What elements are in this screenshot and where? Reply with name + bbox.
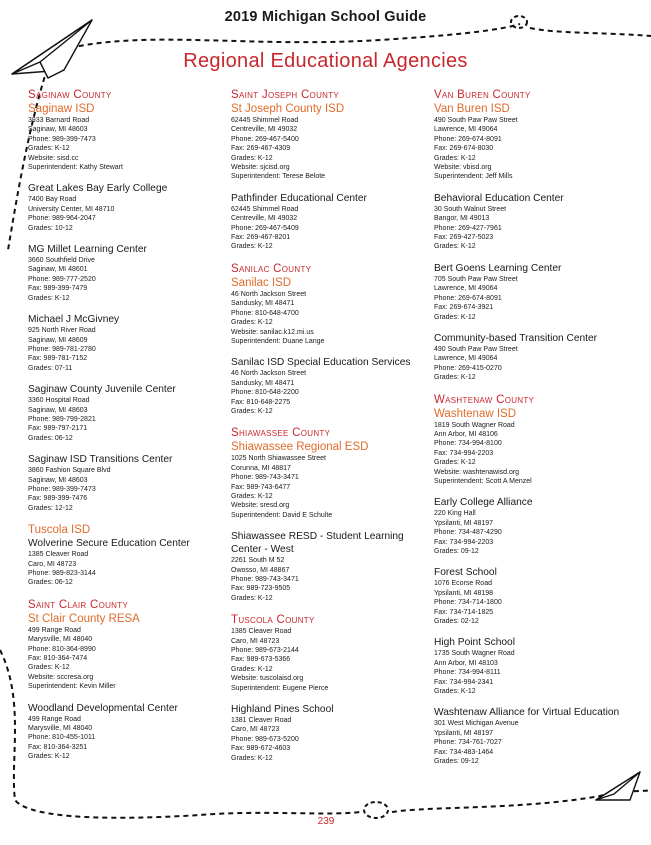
contact-line: Fax: 734-994-2203 bbox=[434, 449, 494, 457]
school-name: Community-based Transition Center bbox=[434, 332, 598, 344]
school-name: Washtenaw Alliance for Virtual Education bbox=[434, 707, 620, 719]
agency-entry bbox=[28, 88, 233, 172]
contact-line: Fax: 734-994-2341 bbox=[434, 678, 494, 686]
contact-line: 2261 South M 52 bbox=[231, 557, 285, 565]
contact-line: 46 North Jackson Street bbox=[231, 370, 307, 378]
contact-line: Fax: 810-364-3251 bbox=[28, 743, 88, 751]
contact-line: Grades: K-12 bbox=[231, 243, 273, 251]
agency-entry bbox=[434, 706, 639, 766]
column-1 bbox=[28, 84, 233, 772]
agency-entry bbox=[28, 383, 233, 443]
contact-line: Phone: 989-964-2047 bbox=[28, 215, 96, 223]
contact-line: Grades: K-12 bbox=[231, 407, 273, 415]
contact-line: Superintendent: Kevin Miller bbox=[28, 683, 116, 691]
contact-line: Phone: 810-455-1011 bbox=[28, 734, 96, 742]
contact-line: Fax: 269-674-8030 bbox=[434, 145, 494, 153]
contact-line: Website: sjcisd.org bbox=[231, 164, 290, 172]
agency-entry bbox=[231, 530, 436, 603]
isd-name: St Clair County RESA bbox=[28, 612, 140, 625]
agency-entry bbox=[28, 182, 233, 233]
agency-entry bbox=[28, 598, 233, 692]
contact-line: 1735 South Wagner Road bbox=[434, 650, 515, 658]
county-heading: Saint Clair County bbox=[28, 598, 129, 611]
contact-line: Phone: 734-761-7027 bbox=[434, 739, 502, 747]
contact-line: 499 Range Road bbox=[28, 715, 81, 723]
contact-line: Owosso, MI 48867 bbox=[231, 566, 290, 574]
contact-line: Grades: K-12 bbox=[434, 243, 476, 251]
contact-line: Website: sanilac.k12.mi.us bbox=[231, 328, 314, 336]
agency-entry bbox=[231, 192, 436, 252]
contact-line: Lawrence, MI 49064 bbox=[434, 126, 498, 134]
contact-line: Fax: 810-364-7474 bbox=[28, 655, 88, 663]
contact-line: 499 Range Road bbox=[28, 626, 81, 634]
county-heading: Saint Joseph County bbox=[231, 89, 340, 101]
contact-line: Phone: 734-994-8111 bbox=[434, 669, 501, 677]
contact-line: Fax: 989-673-5366 bbox=[231, 656, 291, 664]
contact-line: Phone: 734-994-8100 bbox=[434, 440, 502, 448]
contact-line: Phone: 989-399-7473 bbox=[28, 485, 96, 493]
agency-entry bbox=[434, 393, 639, 487]
isd-name: Shiawassee Regional ESD bbox=[231, 441, 369, 454]
contact-line: 3360 Hospital Road bbox=[28, 397, 90, 405]
contact-line: Phone: 734-487-4290 bbox=[434, 529, 502, 537]
contact-line: 490 South Paw Paw Street bbox=[434, 345, 518, 353]
contact-line: Fax: 269-674-3921 bbox=[434, 304, 494, 312]
page-header-title: 2019 Michigan School Guide bbox=[224, 9, 427, 25]
contact-line: Ann Arbor, MI 48103 bbox=[434, 659, 498, 667]
county-heading: Shiawassee County bbox=[231, 427, 331, 440]
contact-line: Marysville, MI 48040 bbox=[28, 636, 93, 644]
contact-line: Grades: K-12 bbox=[28, 664, 70, 672]
contact-line: Phone: 989-743-3471 bbox=[231, 474, 299, 482]
contact-line: Saginaw, MI 48601 bbox=[28, 266, 88, 274]
contact-line: Phone: 269-467-5409 bbox=[231, 224, 299, 232]
contact-line: Grades: K-12 bbox=[434, 459, 476, 467]
agency-entry bbox=[28, 453, 233, 513]
contact-line: Caro, MI 48723 bbox=[231, 726, 280, 734]
contact-line: Superintendent: Jeff Mills bbox=[434, 173, 513, 181]
agency-entry bbox=[28, 243, 233, 303]
contact-line: Phone: 989-799-2821 bbox=[28, 415, 96, 423]
school-name: Saginaw County Juvenile Center bbox=[28, 384, 176, 396]
contact-line: Sandusky, MI 48471 bbox=[231, 300, 295, 308]
contact-line: Fax: 989-672-4603 bbox=[231, 745, 291, 753]
contact-line: Fax: 269-427-5023 bbox=[434, 234, 494, 242]
contact-line: Phone: 989-743-3471 bbox=[231, 576, 299, 583]
school-name: MG Millet Learning Center bbox=[28, 244, 147, 256]
contact-line: 1076 Ecorse Road bbox=[434, 580, 492, 588]
contact-line: 3860 Fashion Square Blvd bbox=[28, 467, 111, 475]
contact-line: Saginaw, MI 48603 bbox=[28, 476, 88, 484]
contact-line: 925 North River Road bbox=[28, 327, 96, 335]
contact-line: Saginaw, MI 48609 bbox=[28, 336, 88, 344]
contact-line: 1025 North Shiawassee Street bbox=[231, 455, 326, 463]
contact-line: Grades: K-12 bbox=[231, 754, 273, 762]
contact-line: Corunna, MI 48817 bbox=[231, 464, 291, 472]
agency-entry bbox=[231, 88, 436, 182]
school-name: Woodland Developmental Center bbox=[28, 702, 178, 714]
contact-line: Grades: K-12 bbox=[28, 294, 70, 302]
county-heading: Washtenaw County bbox=[434, 393, 535, 406]
contact-line: Sandusky, MI 48471 bbox=[231, 379, 295, 387]
contact-line: Phone: 269-415-0270 bbox=[434, 364, 502, 372]
contact-line: Phone: 810-364-8990 bbox=[28, 645, 96, 653]
county-heading: Tuscola County bbox=[231, 614, 315, 627]
school-name: Highland Pines School bbox=[231, 704, 334, 716]
school-name: Forest School bbox=[434, 567, 497, 579]
contact-line: Grades: 12-12 bbox=[28, 504, 73, 512]
contact-line: Phone: 810-648-4700 bbox=[231, 309, 299, 317]
contact-line: Phone: 989-823-3144 bbox=[28, 570, 96, 577]
contact-line: 301 West Michigan Avenue bbox=[434, 720, 519, 728]
contact-line: Grades: K-12 bbox=[434, 688, 476, 696]
contact-line: Website: sresd.org bbox=[231, 502, 290, 510]
contact-line: Website: sisd.cc bbox=[28, 154, 79, 162]
contact-line: 62445 Shimmel Road bbox=[231, 117, 299, 124]
agency-entry bbox=[231, 426, 436, 520]
contact-line: Grades: K-12 bbox=[434, 313, 476, 321]
contact-line: Grades: 09-12 bbox=[434, 758, 479, 766]
contact-line: Centreville, MI 49032 bbox=[231, 215, 298, 223]
loop-bottom bbox=[364, 802, 388, 818]
county-heading: Saginaw County bbox=[28, 89, 112, 101]
contact-line: Phone: 269-427-7961 bbox=[434, 224, 502, 232]
county-heading: Van Buren County bbox=[434, 89, 531, 101]
contact-line: Grades: 06-12 bbox=[28, 579, 73, 587]
page-number: 239 bbox=[317, 816, 335, 827]
isd-name: St Joseph County ISD bbox=[231, 103, 345, 115]
contact-line: Grades: 09-12 bbox=[434, 548, 479, 555]
contact-line: Phone: 989-781-2780 bbox=[28, 345, 96, 353]
contact-line: Phone: 269-467-5400 bbox=[231, 135, 299, 143]
contact-line: 46 North Jackson Street bbox=[231, 290, 307, 298]
isd-name: Sanilac ISD bbox=[231, 276, 292, 289]
contact-line: 1819 South Wagner Road bbox=[434, 421, 515, 429]
contact-line: 7400 Bay Road bbox=[28, 196, 77, 204]
contact-line: Fax: 269-467-4309 bbox=[231, 145, 291, 153]
contact-line: 490 South Paw Paw Street bbox=[434, 117, 518, 124]
agency-entry bbox=[28, 313, 233, 373]
isd-name: Van Buren ISD bbox=[434, 103, 510, 115]
contact-line: Fax: 989-781-7152 bbox=[28, 355, 88, 363]
agency-entry bbox=[231, 356, 436, 416]
contact-line: Saginaw, MI 48603 bbox=[28, 406, 88, 414]
agency-entry bbox=[434, 192, 639, 252]
contact-line: Phone: 810-648-2200 bbox=[231, 389, 299, 397]
contact-line: Ypsilanti, MI 48198 bbox=[434, 589, 494, 597]
column-2 bbox=[231, 84, 436, 773]
contact-line: Fax: 989-399-7476 bbox=[28, 495, 88, 503]
contact-line: Superintendent: Kathy Stewart bbox=[28, 164, 123, 172]
contact-line: Grades: 02-12 bbox=[434, 618, 479, 626]
isd-name: Washtenaw ISD bbox=[434, 407, 517, 420]
school-name: Bert Goens Learning Center bbox=[434, 262, 562, 274]
contact-line: Phone: 269-674-8091 bbox=[434, 135, 502, 143]
contact-line: 30 South Walnut Street bbox=[434, 205, 507, 213]
contact-line: Grades: K-12 bbox=[231, 594, 273, 602]
contact-line: Marysville, MI 48040 bbox=[28, 725, 93, 733]
contact-line: Website: tuscolaisd.org bbox=[231, 675, 304, 683]
agency-entry bbox=[434, 88, 639, 182]
contact-line: Fax: 269-467-8201 bbox=[231, 234, 291, 242]
contact-line: Website: sccresa.org bbox=[28, 673, 94, 681]
contact-line: 62445 Shimmel Road bbox=[231, 205, 299, 213]
contact-line: Lawrence, MI 49064 bbox=[434, 285, 498, 293]
contact-line: Phone: 989-673-5200 bbox=[231, 735, 299, 743]
agency-entry bbox=[434, 496, 639, 556]
contact-line: Bangor, MI 49013 bbox=[434, 215, 490, 223]
contact-line: Phone: 734-714-1800 bbox=[434, 599, 502, 607]
contact-line: 1381 Cleaver Road bbox=[231, 717, 292, 725]
agency-entry bbox=[28, 702, 233, 762]
contact-line: Grades: K-12 bbox=[231, 665, 273, 673]
contact-line: Superintendent: David E Schulte bbox=[231, 511, 333, 519]
contact-line: Centreville, MI 49032 bbox=[231, 126, 298, 134]
contact-line: Fax: 734-994-2203 bbox=[434, 538, 494, 546]
contact-line: 220 King Hall bbox=[434, 510, 476, 518]
school-name: Sanilac ISD Special Education Services bbox=[231, 357, 411, 369]
agency-entry bbox=[434, 636, 639, 696]
contact-line: Caro, MI 48723 bbox=[231, 637, 280, 645]
contact-line: Phone: 989-673-2144 bbox=[231, 647, 299, 655]
contact-line: Phone: 989-399-7473 bbox=[28, 135, 96, 143]
contact-line: Ypsilanti, MI 48197 bbox=[434, 519, 494, 527]
agency-entry bbox=[434, 262, 639, 322]
contact-line: Grades: K-12 bbox=[231, 154, 273, 162]
contact-line: Saginaw, MI 48603 bbox=[28, 126, 88, 134]
agency-entry bbox=[231, 262, 436, 346]
contact-line: Grades: 07-11 bbox=[28, 364, 73, 372]
school-name: Behavioral Education Center bbox=[434, 192, 564, 204]
contact-line: Grades: 06-12 bbox=[28, 434, 73, 442]
agency-entry bbox=[231, 703, 436, 763]
contact-line: Fax: 810-648-2275 bbox=[231, 398, 291, 406]
contact-line: 1385 Cleaver Road bbox=[231, 628, 292, 636]
school-name: Pathfinder Educational Center bbox=[231, 192, 367, 204]
contact-line: Superintendent: Duane Lange bbox=[231, 337, 325, 345]
contact-line: Fax: 734-483-1464 bbox=[434, 748, 494, 756]
agency-entry bbox=[434, 566, 639, 626]
page-title: Regional Educational Agencies bbox=[183, 50, 468, 72]
contact-line: 705 South Paw Paw Street bbox=[434, 275, 518, 283]
contact-line: Phone: 989-777-2520 bbox=[28, 275, 96, 283]
isd-name: Saginaw ISD bbox=[28, 103, 95, 115]
contact-line: Superintendent: Scott A Menzel bbox=[434, 477, 532, 485]
contact-line: Fax: 989-797-2171 bbox=[28, 425, 88, 433]
contact-line: Grades: K-12 bbox=[231, 492, 273, 500]
contact-line: Grades: K-12 bbox=[434, 154, 476, 162]
contact-line: Fax: 989-723-9505 bbox=[231, 585, 291, 593]
contact-line: Ypsilanti, MI 48197 bbox=[434, 729, 494, 737]
contact-line: Grades: K-12 bbox=[28, 145, 70, 153]
contact-line: Fax: 989-743-6477 bbox=[231, 483, 291, 491]
contact-line: Grades: 10-12 bbox=[28, 224, 73, 232]
school-name: Shiawassee RESD - Student Learning Center - West bbox=[231, 531, 404, 556]
contact-line: Website: washtenawisd.org bbox=[434, 468, 520, 476]
agency-entry bbox=[231, 613, 436, 693]
school-name: Wolverine Secure Education Center bbox=[28, 538, 190, 550]
contact-line: Grades: K-12 bbox=[231, 319, 273, 327]
school-name: Early College Alliance bbox=[434, 497, 533, 509]
contact-line: Fax: 734-714-1825 bbox=[434, 608, 494, 616]
contact-line: 3933 Barnard Road bbox=[28, 117, 90, 124]
contact-line: Grades: K-12 bbox=[28, 753, 70, 761]
school-name: High Point School bbox=[434, 637, 515, 649]
contact-line: Phone: 269-674-8091 bbox=[434, 294, 502, 302]
contact-line: Grades: K-12 bbox=[434, 374, 476, 382]
school-name: Michael J McGivney bbox=[28, 314, 120, 326]
contact-line: Ann Arbor, MI 48106 bbox=[434, 430, 498, 438]
agency-entry bbox=[434, 332, 639, 383]
contact-line: Fax: 989-399-7479 bbox=[28, 285, 88, 293]
contact-line: Caro, MI 48723 bbox=[28, 560, 77, 568]
contact-line: University Center, MI 48710 bbox=[28, 205, 115, 213]
school-name: Great Lakes Bay Early College bbox=[28, 183, 168, 195]
school-name: Saginaw ISD Transitions Center bbox=[28, 454, 173, 466]
contact-line: Superintendent: Terese Belote bbox=[231, 173, 326, 181]
contact-line: Superintendent: Eugene Pierce bbox=[231, 684, 329, 692]
contact-line: Lawrence, MI 49064 bbox=[434, 355, 498, 363]
agency-entry bbox=[28, 523, 233, 588]
contact-line: Website: vbisd.org bbox=[434, 164, 492, 172]
column-3 bbox=[434, 84, 639, 777]
county-heading: Sanilac County bbox=[231, 262, 312, 275]
contact-line: 3660 Southfield Drive bbox=[28, 257, 95, 265]
contact-line: 1385 Cleaver Road bbox=[28, 551, 89, 559]
isd-name: Tuscola ISD bbox=[28, 524, 91, 537]
